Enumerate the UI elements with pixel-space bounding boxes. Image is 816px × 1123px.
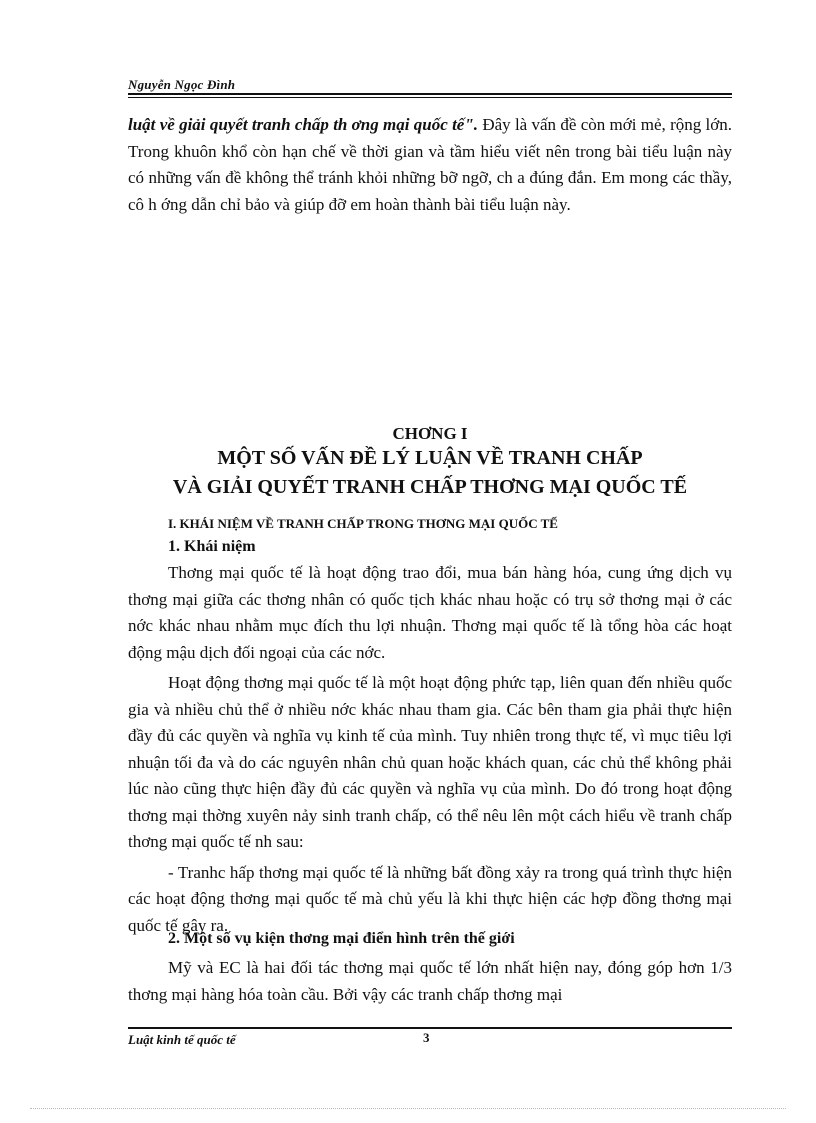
subsection-heading-1: 1. Khái niệm (168, 538, 256, 555)
section-heading: I. KHÁI NIỆM VỀ TRANH CHẤP TRONG THƠNG MẠI QUỐC TẾ (168, 516, 558, 531)
paragraph-4-block (128, 955, 732, 1008)
paragraph-1: Thơng mại quốc tế là hoạt động trao đổi, mua bán hàng hóa, cung ứng dịch vụ thơng mại giữa các thơng nhân có quốc tịch khác nhau hoặc có trụ sở thơng mại ở các nớc khác nhau nhằm mục đích thu lợi nhuận. Thơng mại quốc tế là tổng hòa các hoạt động mậu dịch đối ngoại của các nớc. (128, 563, 732, 662)
page-edge-dotted (30, 1108, 786, 1109)
chapter-title-line2: VÀ GIẢI QUYẾT TRANH CHẤP THƠNG MẠI QUỐC TẾ (172, 476, 688, 498)
paragraph-3: - Tranhc hấp thơng mại quốc tế là những bất đồng xảy ra trong quá trình thực hiện các hoạt động thơng mại quốc tế mà chủ yếu là khi thực hiện các hợp đồng thơng mại quốc tế gây ra. (128, 862, 732, 935)
subsection-heading-2: 2. Một số vụ kiện thơng mại điển hình trên thế giới (168, 930, 515, 947)
page-header (128, 76, 732, 94)
chapter-title-line1: MỘT SỐ VẤN ĐỀ LÝ LUẬN VỀ TRANH CHẤP (217, 447, 643, 469)
intro-bold-text: luật về giải quyết tranh chấp th ơng mại quốc tế". (128, 115, 479, 134)
paragraph-4: Mỹ và EC là hai đối tác thơng mại quốc tế lớn nhất hiện nay, đóng góp hơn 1/3 thơng mại hàng hóa toàn cầu. Bởi vậy các tranh chấp thơng mại (128, 958, 732, 1004)
intro-text: Đây là vấn đề còn mới mẻ, rộng lớn. Trong khuôn khổ còn hạn chế về thời gian và tầm hiểu viết nên trong bài tiểu luận này có những vấn đề không thể tránh khỏi những bỡ ngỡ, ch a đúng đắn. Em mong các thầy, cô h ớng dẫn chỉ bảo và giúp đỡ em hoàn thành bài tiểu luận này. (128, 115, 732, 214)
section-body (128, 560, 732, 939)
footer-rule (128, 1027, 732, 1029)
paragraph-2: Hoạt động thơng mại quốc tế là một hoạt động phức tạp, liên quan đến nhiều quốc gia và nhiều chủ thể ở nhiều nớc khác nhau tham gia. Các bên tham gia phải thực hiện đầy đủ các quyền và nghĩa vụ kinh tế của mình. Tuy nhiên trong thực tế, vì mục tiêu lợi nhuận tối đa và do các nguyên nhân chủ quan hoặc khách quan, các chủ thể không phải lúc nào cũng thực hiện đầy đủ các quyền và nghĩa vụ của mình. Do đó trong hoạt động thơng mại thờng xuyên nảy sinh tranh chấp, có thể nêu lên một cách hiểu về tranh chấp thơng mại quốc tế nh sau: (128, 673, 732, 851)
page-number: 3 (423, 1030, 430, 1045)
header-author: Nguyễn Ngọc Đình (128, 77, 236, 92)
chapter-number: CHƠNG I (392, 424, 468, 443)
intro-paragraph (128, 112, 732, 218)
header-rule-thin (128, 97, 732, 98)
footer-course: Luật kinh tế quốc tế (128, 1032, 236, 1047)
header-rule (128, 93, 732, 95)
